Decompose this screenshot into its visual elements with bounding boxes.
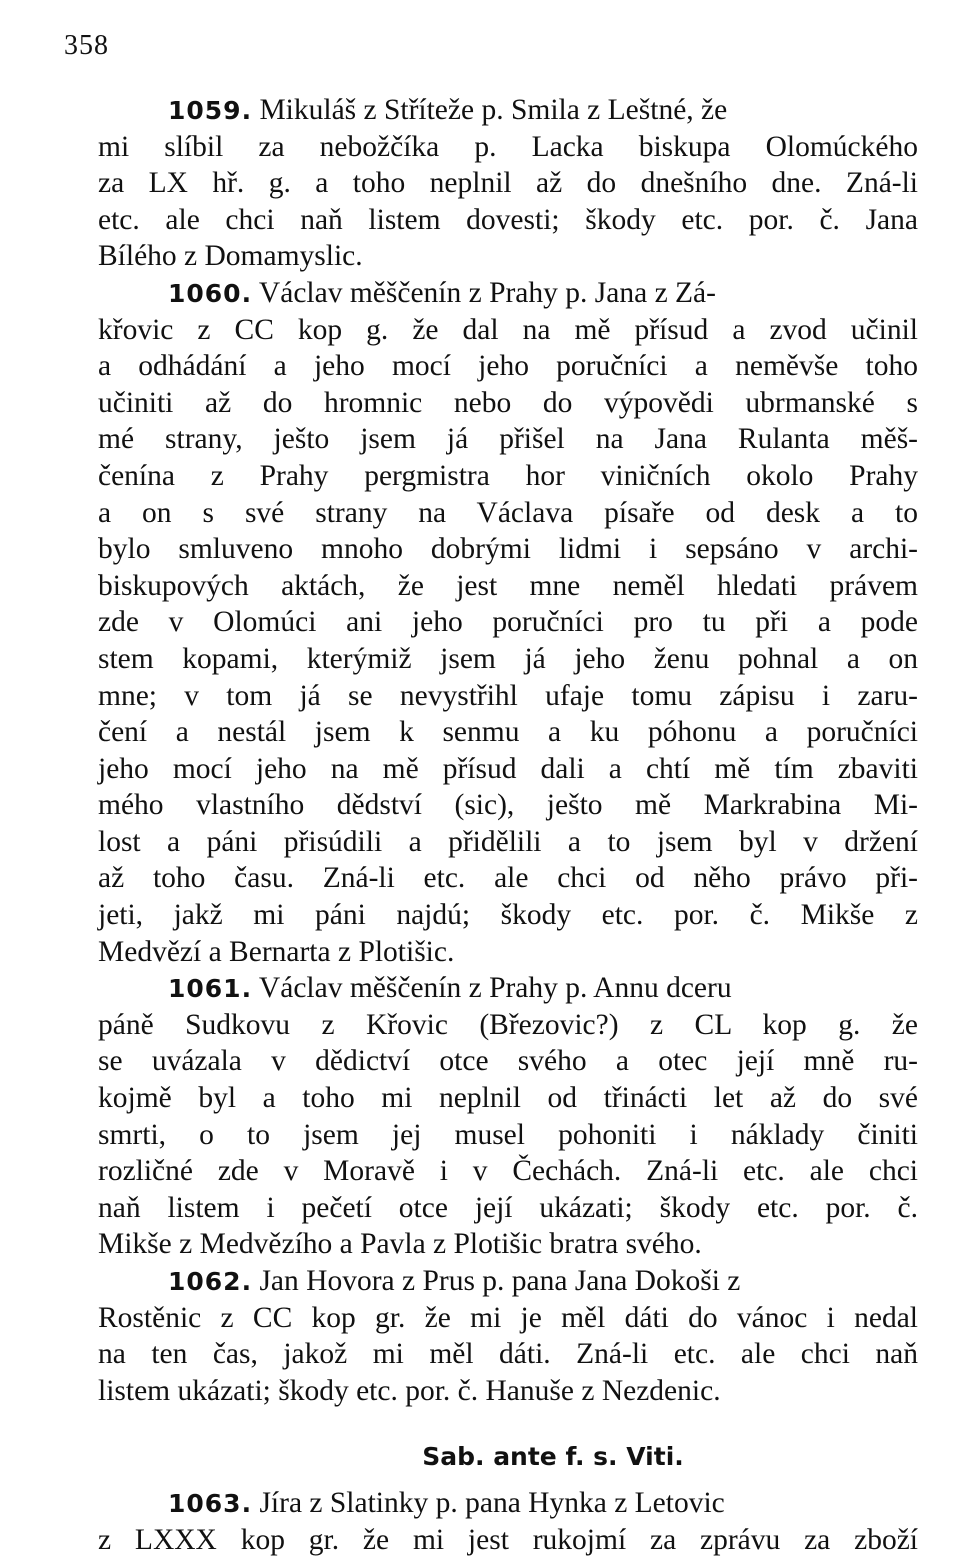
entry-line: čenína z Prahy pergmistra hor viničních okolo Prahy: [98, 459, 918, 492]
entry-text: Václav měščenín z Prahy p. Annu dceru: [258, 972, 732, 1005]
entry-line: rozličné zde v Moravě i v Čechách. Zná-li etc. ale chci: [98, 1155, 918, 1188]
entry-line: Medvězí a Bernarta z Plotišic.: [98, 935, 455, 968]
entry-1063: [98, 1485, 918, 1558]
entry-line: páně Sudkovu z Křovic (Březovic?) z CL kop g. že: [98, 1008, 918, 1041]
entry-1059: [98, 92, 918, 275]
entry-line: lost a páni přisúdili a přidělili a to jsem byl v držení: [98, 825, 918, 858]
entry-line: stem kopami, kterýmiž jsem já jeho ženu pohnal a on: [98, 642, 918, 675]
entry-line: jeho mocí jeho na mě přísud dali a chtí mě tím zbaviti: [98, 752, 918, 785]
entry-line: naň listem i pečetí otce její ukázati; škody etc. por. č.: [98, 1191, 918, 1224]
entry-1060: [98, 275, 918, 970]
entry-line: mé strany, ješto jsem já přišel na Jana Rulanta měš-: [98, 423, 918, 456]
entry-number: 1063.: [168, 1489, 253, 1519]
entry-line: Rostěnic z CC kop gr. že mi je měl dáti do vánoc i nedal: [98, 1301, 918, 1334]
entry-line: Bílého z Domamyslic.: [98, 240, 363, 273]
entry-line: mne; v tom já se nevystřihl ufaje tomu zápisu i zaru-: [98, 679, 918, 712]
entry-line: [98, 970, 918, 1007]
entry-number: 1061.: [168, 974, 253, 1004]
entry-text: Václav měščenín z Prahy p. Jana z Zá-: [258, 276, 716, 309]
entry-line: [98, 1263, 918, 1300]
entry-line: zde v Olomúci ani jeho poručníci pro tu při a pode: [98, 606, 918, 639]
entry-line: až toho času. Zná-li etc. ale chci od něho právo při-: [98, 862, 918, 895]
body-text: [98, 92, 918, 1559]
entry-line: čení a nestál jsem k senmu a ku póhonu a poručníci: [98, 716, 918, 749]
entry-line: biskupových aktách, že jest mne neměl hledati právem: [98, 569, 918, 602]
entry-line: jeti, jakž mi páni najdú; škody etc. por. č. Mikše z: [98, 899, 918, 932]
entry-line: a on s své strany na Václava písaře od desk a to: [98, 496, 918, 529]
entry-line: etc. ale chci naň listem dovesti; škody etc. por. č. Jana: [98, 203, 918, 236]
section-heading: Sab. ante f. s. Viti.: [422, 1442, 684, 1472]
entry-line: Mikše z Medvězího a Pavla z Plotišic bratra svého.: [98, 1228, 702, 1261]
entry-line: smrti, o to jsem jej musel pohoniti i náklady činiti: [98, 1118, 918, 1151]
entry-line: a odhádání a jeho mocí jeho poručníci a neměvše toho: [98, 350, 918, 383]
page-number: 358: [64, 30, 109, 61]
entry-text: Jíra z Slatinky p. pana Hynka z Letovic: [259, 1487, 725, 1520]
entry-text: Jan Hovora z Prus p. pana Jana Dokoši z: [259, 1265, 741, 1297]
entry-line: kojmě byl a toho mi neplnil od třinácti let až do své: [98, 1082, 918, 1115]
entry-line: [98, 275, 918, 312]
entry-line: za LX hř. g. a toho neplnil až do dnešního dne. Zná-li: [98, 167, 918, 200]
entry-line: mi slíbil za nebožčíka p. Lacka biskupa Olomúckého: [98, 130, 918, 163]
entry-line: křovic z CC kop g. že dal na mě přísud a zvod učinil: [98, 313, 918, 346]
entry-number: 1059.: [168, 96, 253, 125]
entry-line: [98, 92, 918, 129]
entry-line: z LXXX kop gr. že mi jest rukojmí za zprávu za zboží: [98, 1523, 918, 1556]
entry-line: učiniti až do hromnic nebo do výpovědi ubrmanské s: [98, 386, 918, 419]
entry-line: mého vlastního dědství (sic), ješto mě Markrabina Mi-: [98, 789, 918, 822]
entry-line: bylo smluveno mnoho dobrými lidmi i sepsáno v archi-: [98, 533, 918, 566]
entry-number: 1060.: [168, 278, 253, 308]
entry-line: na ten čas, jakož mi měl dáti. Zná-li etc. ale chci naň: [98, 1338, 918, 1371]
entry-text: Mikuláš z Stříteže p. Smila z Leštné, že: [259, 94, 728, 126]
entry-1062: [98, 1263, 918, 1409]
entry-line: se uvázala v dědictví otce svého a otec její mně ru-: [98, 1045, 918, 1078]
entry-line: listem ukázati; škody etc. por. č. Hanuše z Nezdenic.: [98, 1374, 721, 1407]
entry-line: [98, 1485, 918, 1522]
entry-number: 1062.: [168, 1267, 253, 1296]
entry-1061: [98, 970, 918, 1263]
